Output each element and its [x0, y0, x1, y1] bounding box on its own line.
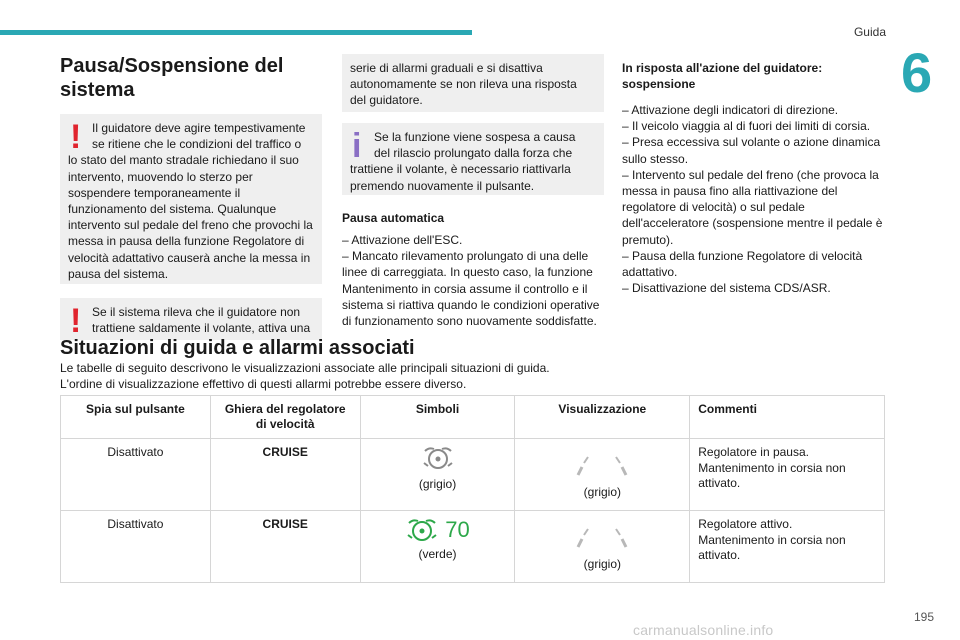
warning-note-body: lo stato del manto stradale richiedano il suo intervento, muovendo lo sterzo per sospendere temporaneamente il funzionamento del sistema. Qualunque intervento sul pedale del freno che provochi la messa in pausa della funzione Regolatore di velocità adattativo causerà anche la messa in pausa del sistema. — [68, 153, 313, 281]
page-number: 195 — [913, 610, 934, 624]
chapter-number: 6 — [901, 41, 933, 104]
cell-visual — [515, 439, 690, 511]
cell-ghiera: CRUISE — [210, 439, 360, 511]
list-item: – Presa eccessiva sul volante o azione dinamica sullo stesso. — [622, 135, 881, 166]
warning-note-2-line-1: Se il sistema rileva che il guidatore non — [92, 305, 301, 319]
column-header: Commenti — [690, 396, 885, 439]
situations-intro — [60, 361, 600, 392]
speed-value: 70 — [445, 517, 470, 542]
column-2 — [342, 54, 604, 329]
list-item: – Disattivazione del sistema CDS/ASR. — [622, 281, 831, 296]
list-item: – Attivazione degli indicatori di direzione. — [622, 103, 839, 117]
auto-pause-title: Pausa automatica — [342, 211, 445, 225]
situations-title: Situazioni di guida e allarmi associati — [60, 337, 415, 359]
info-note-body: trattiene il volante, è necessario riattivarla premendo nuovamente il pulsante. — [350, 162, 571, 193]
column-header: Spia sul pulsante — [61, 396, 211, 439]
symbol-color-label: (verde) — [418, 547, 457, 561]
table-row — [61, 439, 885, 511]
intro-line-1: Le tabelle di seguito descrivono le visualizzazioni associate alle principali situazioni di guida. — [60, 361, 550, 375]
active-symbol — [405, 517, 469, 543]
info-note — [342, 123, 604, 195]
cell-comments — [690, 439, 885, 511]
list-item: – Il veicolo viaggia al di fuori dei limiti di corsia. — [622, 119, 871, 134]
steering-wheel-hands-icon — [405, 517, 439, 543]
cell-symbol — [360, 511, 515, 583]
cell-spia: Disattivato — [61, 511, 211, 583]
warning-note-2-body: serie di allarmi graduali e si disattiva autonomamente se non rileva una risposta del guidatore. — [350, 61, 577, 108]
intro-line-2: L'ordine di visualizzazione effettivo di questi allarmi potrebbe essere diverso. — [60, 376, 467, 391]
cell-ghiera: CRUISE — [210, 511, 360, 583]
comment-line: Mantenimento in corsia non attivato. — [698, 460, 846, 490]
info-note-line-2: del rilascio prolungato dalla forza che — [374, 146, 573, 161]
list-item: – Mancato rilevamento prolungato di una delle linee di carreggiata. In questo caso, la funzione Mantenimento in corsia assume il controllo e il sistema si riattiva quando le condizioni operative di funzionamento sono nuovamente soddisfatte. — [342, 249, 600, 329]
table-row — [61, 511, 885, 583]
warning-note-line-2: se ritiene che le condizioni del traffico o — [92, 137, 302, 152]
list-item: – Attivazione dell'ESC. — [342, 233, 463, 247]
comment-line: Regolatore attivo. — [698, 517, 793, 531]
section-title: Pausa/Sospensione del sistema — [60, 55, 284, 101]
info-icon: i — [352, 127, 362, 165]
header-accent-bar — [0, 30, 472, 35]
cell-symbol — [360, 439, 515, 511]
symbol-color-label: (grigio) — [418, 477, 457, 491]
column-header: Visualizzazione — [515, 396, 690, 439]
warning-icon: ! — [70, 118, 82, 156]
visual-color-label: (grigio) — [583, 485, 621, 499]
comment-line: Regolatore in pausa. — [698, 445, 809, 459]
list-item: – Intervento sul pedale del freno (che provoca la messa in pausa fino alla riattivazione del regolatore di velocità) o sul pedale dell'acceleratore (sospensione mentre il pedale è premuto). — [622, 167, 883, 247]
cell-visual — [515, 511, 690, 583]
lane-lines-icon — [572, 453, 632, 479]
lane-lines-icon — [572, 525, 632, 551]
section-label: Guida — [853, 25, 886, 39]
comment-line: Mantenimento in corsia non attivato. — [698, 532, 846, 562]
auto-pause-list — [342, 232, 604, 329]
warning-note-2-continued — [342, 54, 604, 112]
warning-note-2 — [60, 298, 322, 340]
steering-wheel-hands-icon — [421, 445, 455, 471]
visual-color-label: (grigio) — [583, 557, 621, 571]
column-3 — [622, 60, 884, 296]
chapter-tab — [887, 38, 960, 116]
warning-icon: ! — [70, 302, 82, 340]
column-1 — [60, 54, 322, 340]
warning-note — [60, 114, 322, 284]
cell-spia: Disattivato — [61, 439, 211, 511]
column-header: Simboli — [360, 396, 515, 439]
column-header: Ghiera del regolatore di velocità — [210, 396, 360, 439]
watermark: carmanualsonline.info — [633, 622, 774, 638]
list-item: – Pausa della funzione Regolatore di velocità adattativo. — [622, 248, 863, 280]
warning-note-2-line-2: trattiene saldamente il volante, attiva una — [92, 321, 311, 336]
driver-action-title: In risposta all'azione del guidatore: sospensione — [622, 61, 823, 91]
warning-note-line-1: Il guidatore deve agire tempestivamente — [92, 121, 306, 135]
info-note-line-1: Se la funzione viene sospesa a causa — [374, 130, 576, 144]
situations-table — [60, 395, 885, 583]
cell-comments — [690, 511, 885, 583]
driver-action-list — [622, 102, 884, 296]
table-header-row — [61, 396, 885, 439]
